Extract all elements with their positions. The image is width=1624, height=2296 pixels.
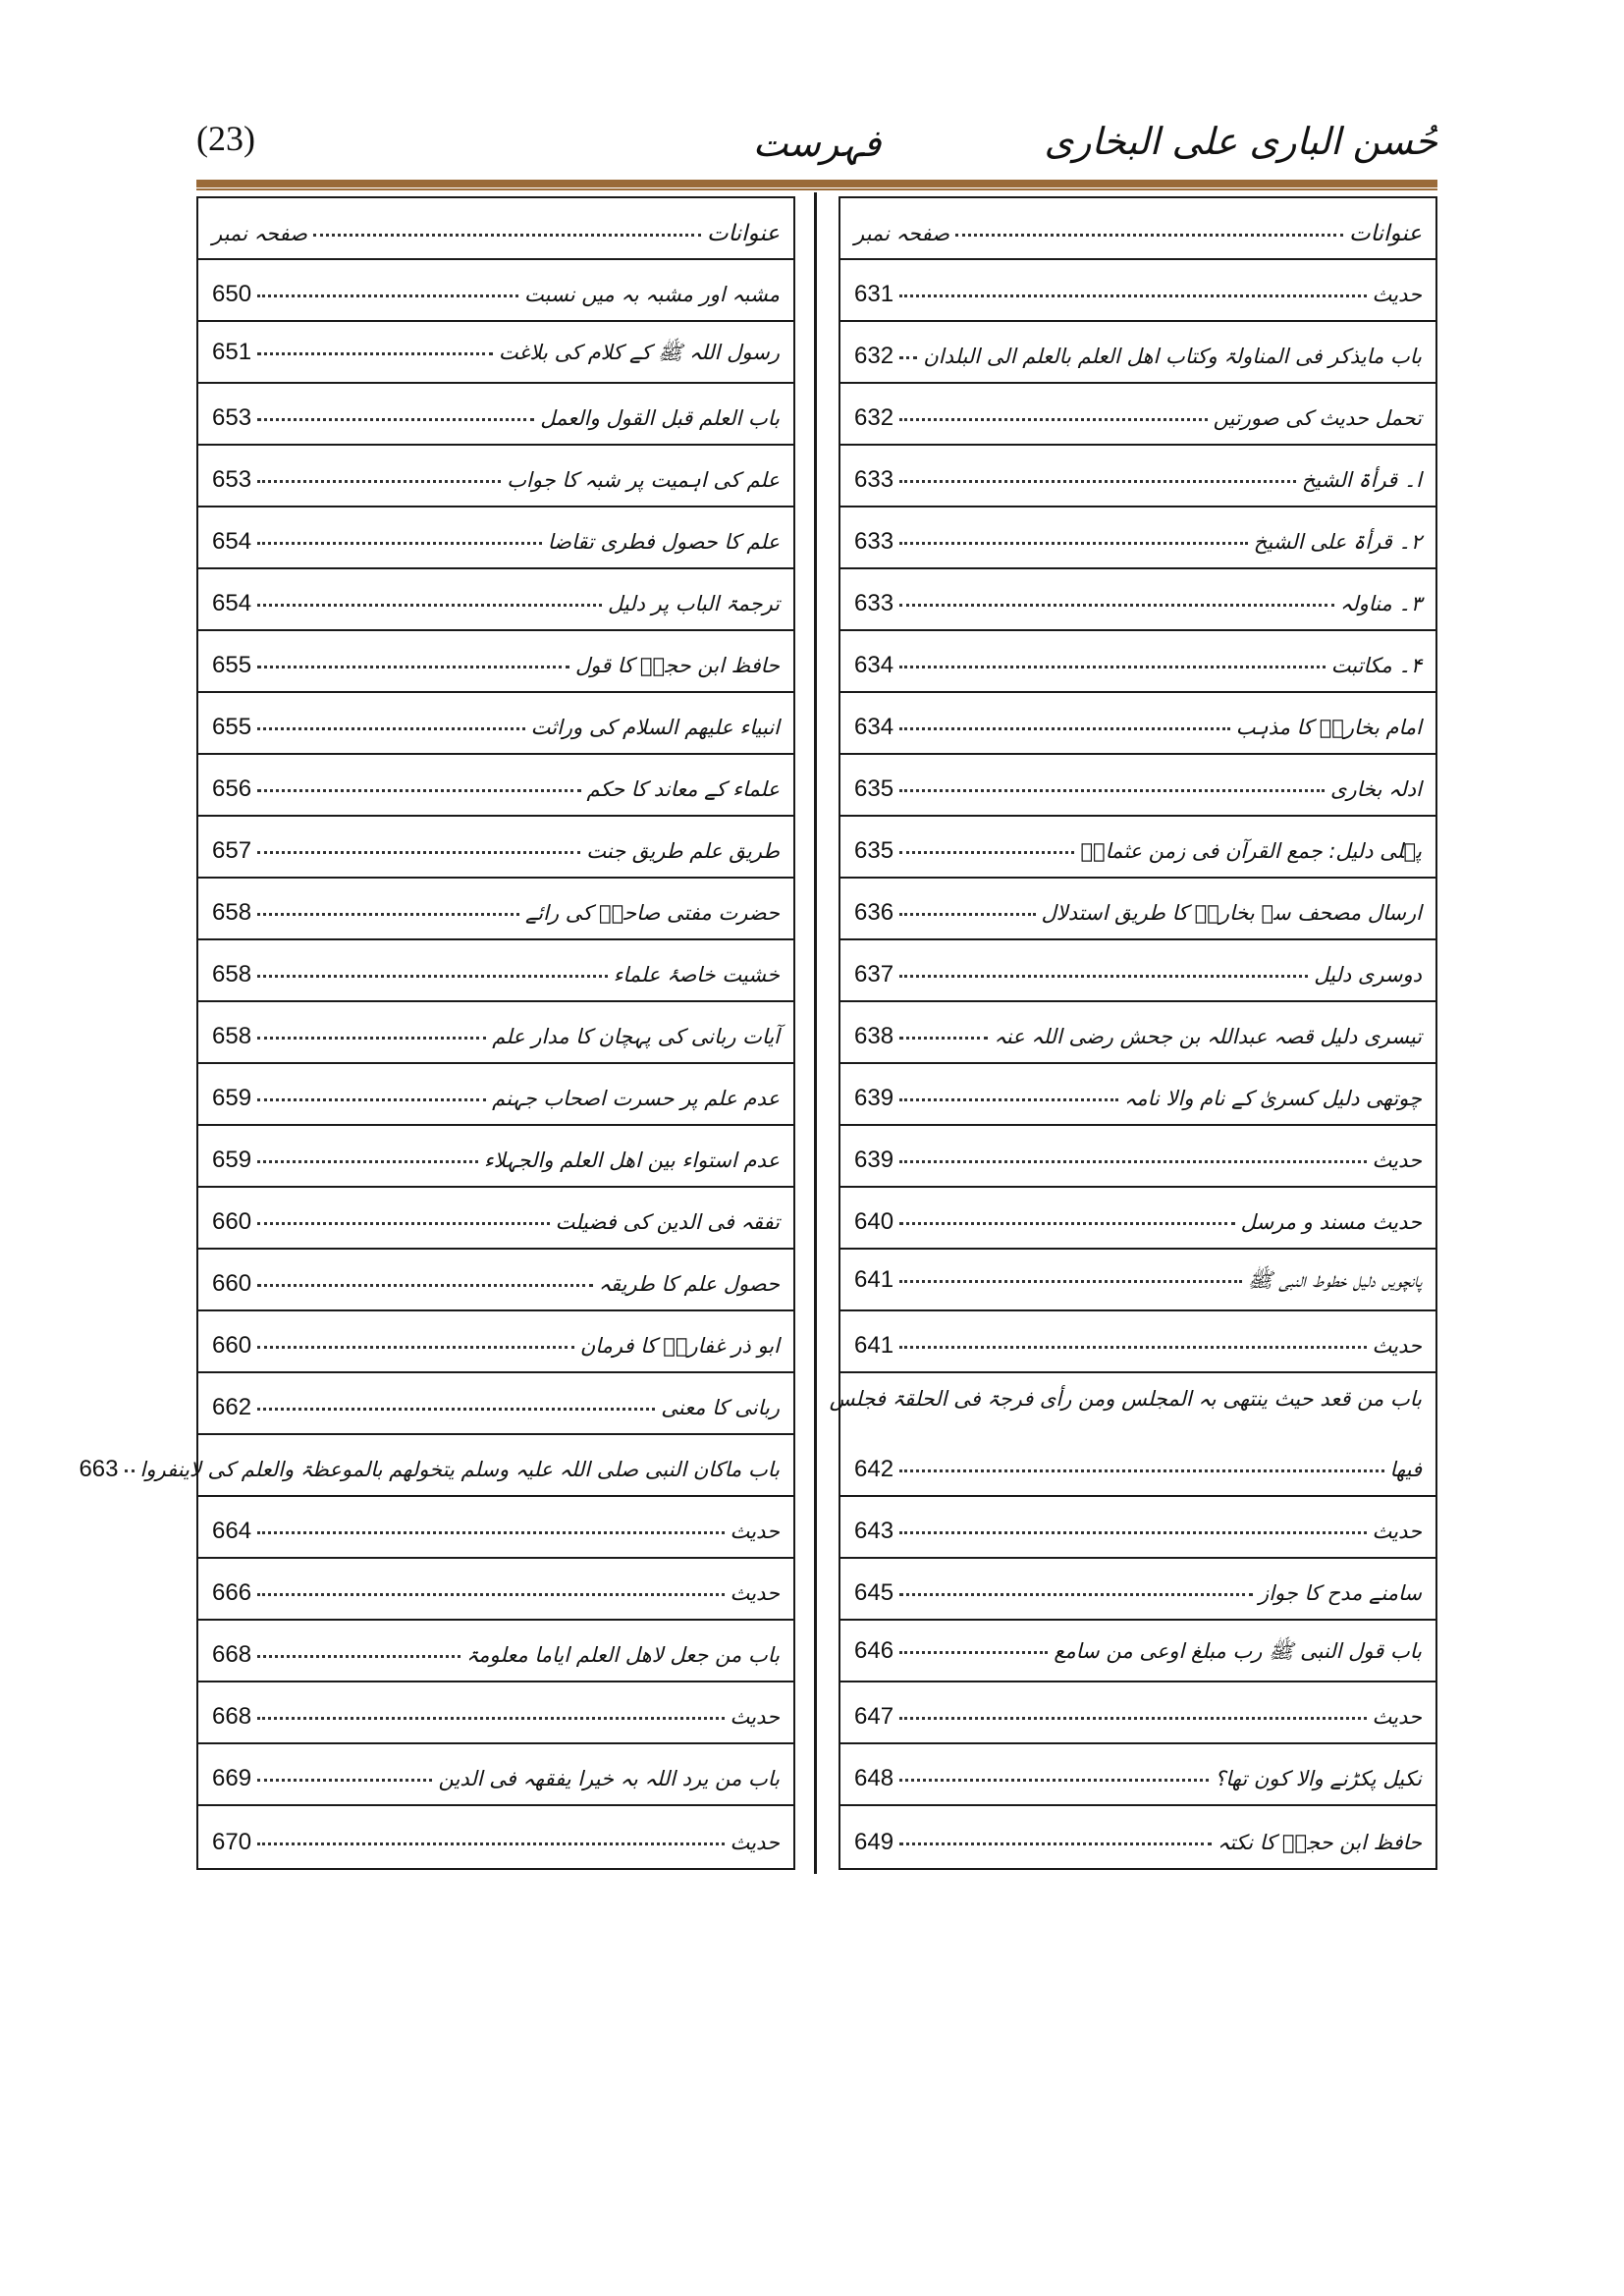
toc-entry xyxy=(840,384,1435,446)
entry-title: حدیث مسند و مرسل xyxy=(1240,1210,1422,1234)
dot-leader xyxy=(257,851,580,854)
toc-entry xyxy=(198,569,793,631)
entry-page: 663 xyxy=(79,1456,119,1482)
entry-title: باب العلم قبل القول والعمل xyxy=(540,406,780,430)
entry-page: 634 xyxy=(854,714,894,740)
entry-page: 643 xyxy=(854,1518,894,1544)
page-number: (23) xyxy=(196,119,255,158)
dot-leader xyxy=(899,356,917,359)
toc-entry xyxy=(198,1744,793,1806)
toc-entry xyxy=(198,260,793,322)
dot-leader xyxy=(899,418,1208,421)
entry-page: 637 xyxy=(854,961,894,988)
toc-entry xyxy=(840,1250,1435,1311)
dot-leader xyxy=(257,1408,655,1411)
dot-leader xyxy=(257,727,525,730)
toc-entry xyxy=(198,755,793,817)
dot-leader xyxy=(257,1222,550,1225)
dot-leader xyxy=(257,975,608,978)
entry-title: چوتھی دلیل کسریٰ کے نام والا نامہ xyxy=(1124,1087,1422,1110)
entry-page: 633 xyxy=(854,590,894,616)
toc-column-right xyxy=(829,196,1437,1870)
entry-title: دوسری دلیل xyxy=(1314,963,1422,987)
entry-page: 654 xyxy=(212,590,252,616)
dot-leader xyxy=(899,1779,1209,1782)
toc-entry xyxy=(198,1064,793,1126)
toc-entry xyxy=(840,817,1435,879)
entry-title: پہلی دلیل: جمع القرآن فی زمن عثمانؓ xyxy=(1080,839,1422,863)
toc-entry xyxy=(198,1806,793,1868)
entry-title: علم کا حصول فطری تقاضا xyxy=(547,530,780,554)
dot-leader xyxy=(257,480,501,483)
dot-leader xyxy=(899,666,1326,668)
entry-title: حافظ ابن حجرؒ کا قول xyxy=(574,654,780,677)
dot-leader xyxy=(899,789,1325,792)
entry-page: 656 xyxy=(212,775,252,802)
entry-page: 631 xyxy=(854,281,894,307)
entry-page: 632 xyxy=(854,343,894,369)
dot-leader xyxy=(899,604,1334,607)
toc-entry xyxy=(198,1682,793,1744)
dot-leader xyxy=(899,1346,1366,1349)
dot-leader xyxy=(257,1531,724,1534)
entry-page: 645 xyxy=(854,1579,894,1606)
entry-page: 651 xyxy=(212,339,252,365)
dot-leader xyxy=(257,1655,460,1658)
dot-leader xyxy=(313,234,701,237)
toc-entry xyxy=(840,1621,1435,1682)
header-rule-thick xyxy=(196,180,1437,187)
dot-leader xyxy=(257,1160,478,1163)
dot-leader xyxy=(899,1717,1366,1720)
toc-entry xyxy=(840,1188,1435,1250)
book-title: حُسن الباری علی البخاری xyxy=(1044,120,1437,163)
entry-title: حدیث xyxy=(730,1705,780,1729)
dot-leader xyxy=(899,975,1308,978)
toc-entry xyxy=(79,1435,793,1497)
dot-leader xyxy=(899,1469,1383,1472)
toc-entry xyxy=(198,507,793,569)
entry-page: 658 xyxy=(212,961,252,988)
toc-entry xyxy=(840,879,1435,940)
dot-leader xyxy=(899,1531,1366,1534)
entry-title: فیھا xyxy=(1389,1458,1422,1481)
entry-page: 648 xyxy=(854,1765,894,1791)
dot-leader xyxy=(257,418,534,421)
entry-title: حدیث xyxy=(730,1520,780,1543)
entry-title: حدیث xyxy=(1372,1148,1422,1172)
entry-title: ۲۔ قرأۃ علی الشیخ xyxy=(1253,530,1422,554)
entry-page: 659 xyxy=(212,1147,252,1173)
entry-page: 639 xyxy=(854,1085,894,1111)
entry-title: باب قول النبی ﷺ رب مبلغ اوعی من سامع xyxy=(1054,1639,1422,1663)
toc-entry xyxy=(840,322,1435,384)
entry-page: 653 xyxy=(212,404,252,431)
dot-leader xyxy=(257,1779,432,1782)
entry-page: 639 xyxy=(854,1147,894,1173)
dot-leader xyxy=(257,294,518,297)
entry-page: 666 xyxy=(212,1579,252,1606)
toc-entry xyxy=(840,260,1435,322)
dot-leader xyxy=(257,1037,486,1040)
entry-title: ربانی کا معنی xyxy=(661,1396,780,1419)
toc-entry xyxy=(840,755,1435,817)
heading-page: صفحہ نمبر xyxy=(212,222,307,245)
entry-page: 657 xyxy=(212,837,252,864)
entry-title: عدم علم پر حسرت اصحاب جہنم xyxy=(492,1087,780,1110)
dot-leader xyxy=(899,480,1296,483)
toc-entry xyxy=(840,940,1435,1002)
dot-leader xyxy=(257,1717,724,1720)
dot-leader xyxy=(899,1593,1253,1596)
dot-leader xyxy=(257,1284,593,1287)
dot-leader xyxy=(899,1037,988,1040)
entry-page: 668 xyxy=(212,1703,252,1730)
entry-title: ا۔ قرأۃ الشیخ xyxy=(1301,468,1422,492)
entry-title: نکیل پکڑنے والا کون تھا؟ xyxy=(1215,1767,1422,1790)
header-rule-thin xyxy=(196,188,1437,190)
entry-page: 664 xyxy=(212,1518,252,1544)
dot-leader xyxy=(257,1842,724,1845)
toc-entry xyxy=(840,1806,1435,1868)
entry-title: حافظ ابن حجرؒ کا نکتہ xyxy=(1218,1831,1422,1854)
entry-title: آیات ربانی کی پہچان کا مدار علم xyxy=(492,1025,780,1048)
entry-page: 635 xyxy=(854,837,894,864)
entry-title: پانچویں دلیل خطوط النبی ﷺ xyxy=(1247,1268,1422,1292)
entry-title: امام بخاریؒ کا مذہب xyxy=(1235,716,1422,739)
toc-entry xyxy=(840,1559,1435,1621)
toc-entry xyxy=(840,1064,1435,1126)
dot-leader xyxy=(257,913,519,916)
toc-entry xyxy=(840,1682,1435,1744)
dot-leader xyxy=(899,294,1366,297)
entry-page: 660 xyxy=(212,1332,252,1359)
dot-leader xyxy=(899,1160,1366,1163)
entry-title: ادلہ بخاری xyxy=(1330,777,1422,801)
heading-page: صفحہ نمبر xyxy=(854,222,949,245)
toc-entry xyxy=(829,1373,1435,1497)
dot-leader xyxy=(257,666,569,668)
entry-title: باب مایذکر فی المناولۃ وکتاب اھل العلم بالعلم الی البلدان xyxy=(923,345,1422,368)
toc-entry xyxy=(840,1126,1435,1188)
entry-page: 658 xyxy=(212,1023,252,1049)
dot-leader xyxy=(899,1222,1235,1225)
entry-title: علماء کے معاند کا حکم xyxy=(586,777,780,801)
entry-title: حدیث xyxy=(730,1831,780,1854)
entry-page: 660 xyxy=(212,1208,252,1235)
entry-title: انبیاء علیھم السلام کی وراثت xyxy=(530,716,780,739)
dot-leader xyxy=(899,542,1248,545)
entry-title: حدیث xyxy=(1372,283,1422,306)
toc-entry xyxy=(198,446,793,507)
entry-page: 650 xyxy=(212,281,252,307)
toc-entry xyxy=(840,1497,1435,1559)
toc-entry xyxy=(198,1002,793,1064)
entry-title: ارسال مصحف سے بخاریؒ کا طریق استدلال xyxy=(1041,901,1422,925)
toc-entry xyxy=(198,1497,793,1559)
entry-title: باب من جعل لاھل العلم ایاما معلومۃ xyxy=(465,1643,780,1667)
toc-entry xyxy=(198,322,793,384)
toc-entry xyxy=(198,1250,793,1311)
section-title: فہرست xyxy=(752,122,882,165)
toc-entry xyxy=(198,879,793,940)
entry-title: باب من یرد اللہ بہ خیرا یفقھہ فی الدین xyxy=(438,1767,780,1790)
toc-entry xyxy=(198,693,793,755)
toc-column-left xyxy=(79,196,795,1870)
dot-leader xyxy=(257,542,542,545)
entry-title: حضرت مفتی صاحبؒ کی رائے xyxy=(524,901,780,925)
toc-heading-row xyxy=(198,198,793,260)
entry-page: 654 xyxy=(212,528,252,555)
heading-title: عنوانات xyxy=(707,221,780,246)
toc-entry xyxy=(840,631,1435,693)
dot-leader xyxy=(125,1469,135,1472)
entry-title: ابو ذر غفاریؓ کا فرمان xyxy=(579,1334,780,1358)
toc-entry xyxy=(198,1373,793,1435)
toc-heading-row xyxy=(840,198,1435,260)
entry-page: 646 xyxy=(854,1637,894,1664)
dot-leader xyxy=(899,727,1230,730)
entry-title: تحمل حدیث کی صورتیں xyxy=(1213,406,1422,430)
entry-title-line1: باب من قعد حیث ینتھی بہ المجلس ومن رأی فرجۃ فی الحلقۃ فجلس xyxy=(829,1387,1422,1411)
entry-title: ۴۔ مکاتبت xyxy=(1330,654,1422,677)
entry-page: 634 xyxy=(854,652,894,678)
toc-entry xyxy=(840,1002,1435,1064)
entry-title: مشبہ اور مشبہ بہ میں نسبت xyxy=(524,283,780,306)
column-divider xyxy=(814,192,817,1874)
entry-page: 669 xyxy=(212,1765,252,1791)
entry-title: سامنے مدح کا جواز xyxy=(1259,1581,1422,1605)
entry-title: تیسری دلیل قصہ عبداللہ بن جحش رضی اللہ عنہ xyxy=(994,1025,1422,1048)
dot-leader xyxy=(257,352,493,355)
toc-entry xyxy=(198,1188,793,1250)
entry-page: 641 xyxy=(854,1332,894,1359)
entry-title: باب ماکان النبی صلی اللہ علیہ وسلم یتخولھم بالموعظۃ والعلم کی لاینفروا xyxy=(139,1458,780,1481)
toc-entry xyxy=(198,631,793,693)
entry-page: 632 xyxy=(854,404,894,431)
entry-page: 649 xyxy=(854,1829,894,1855)
toc-entry xyxy=(198,817,793,879)
toc-entry xyxy=(198,384,793,446)
dot-leader xyxy=(899,1098,1118,1101)
page-header xyxy=(196,118,1437,173)
entry-page: 633 xyxy=(854,466,894,493)
toc-entry xyxy=(840,507,1435,569)
dot-leader xyxy=(899,1842,1212,1845)
entry-page: 662 xyxy=(212,1394,252,1420)
dot-leader xyxy=(899,1280,1242,1283)
toc-entry xyxy=(840,693,1435,755)
entry-page: 658 xyxy=(212,899,252,926)
entry-page: 653 xyxy=(212,466,252,493)
toc-entry xyxy=(840,1744,1435,1806)
entry-title: تفقہ فی الدین کی فضیلت xyxy=(555,1210,780,1234)
entry-page: 636 xyxy=(854,899,894,926)
entry-page: 660 xyxy=(212,1270,252,1297)
entry-page: 659 xyxy=(212,1085,252,1111)
toc-entry xyxy=(840,569,1435,631)
entry-page: 668 xyxy=(212,1641,252,1668)
entry-title: رسول اللہ ﷺ کے کلام کی بلاغت xyxy=(498,341,780,364)
entry-page: 633 xyxy=(854,528,894,555)
entry-page: 638 xyxy=(854,1023,894,1049)
dot-leader xyxy=(257,1593,724,1596)
entry-page: 640 xyxy=(854,1208,894,1235)
entry-page: 655 xyxy=(212,652,252,678)
dot-leader xyxy=(257,1346,574,1349)
entry-title: طریق علم طریق جنت xyxy=(586,839,780,863)
toc-entry xyxy=(198,1559,793,1621)
dot-leader xyxy=(955,234,1343,237)
entry-page: 641 xyxy=(854,1266,894,1293)
dot-leader xyxy=(257,789,580,792)
entry-title: خشیت خاصۂ علماء xyxy=(613,963,780,987)
entry-page: 642 xyxy=(854,1456,894,1482)
entry-title: عدم استواء بین اھل العلم والجہلاء xyxy=(483,1148,780,1172)
entry-page: 635 xyxy=(854,775,894,802)
entry-title: علم کی اہمیت پر شبہ کا جواب xyxy=(507,468,780,492)
heading-title: عنوانات xyxy=(1349,221,1422,246)
entry-title: ترجمۃ الباب پر دلیل xyxy=(607,592,780,615)
toc-entry xyxy=(840,446,1435,507)
entry-title: حصول علم کا طریقہ xyxy=(598,1272,780,1296)
dot-leader xyxy=(899,913,1035,916)
dot-leader xyxy=(899,851,1074,854)
entry-title: حدیث xyxy=(1372,1334,1422,1358)
entry-page: 647 xyxy=(854,1703,894,1730)
entry-title: ۳۔ مناولہ xyxy=(1339,592,1422,615)
entry-page: 655 xyxy=(212,714,252,740)
toc-entry xyxy=(198,1311,793,1373)
entry-title: حدیث xyxy=(1372,1520,1422,1543)
dot-leader xyxy=(899,1651,1048,1654)
toc-entry xyxy=(198,1621,793,1682)
entry-page: 670 xyxy=(212,1829,252,1855)
entry-title: حدیث xyxy=(1372,1705,1422,1729)
entry-title: حدیث xyxy=(730,1581,780,1605)
dot-leader xyxy=(257,604,602,607)
dot-leader xyxy=(257,1098,486,1101)
toc-entry xyxy=(198,1126,793,1188)
toc-entry xyxy=(840,1311,1435,1373)
toc-entry xyxy=(198,940,793,1002)
